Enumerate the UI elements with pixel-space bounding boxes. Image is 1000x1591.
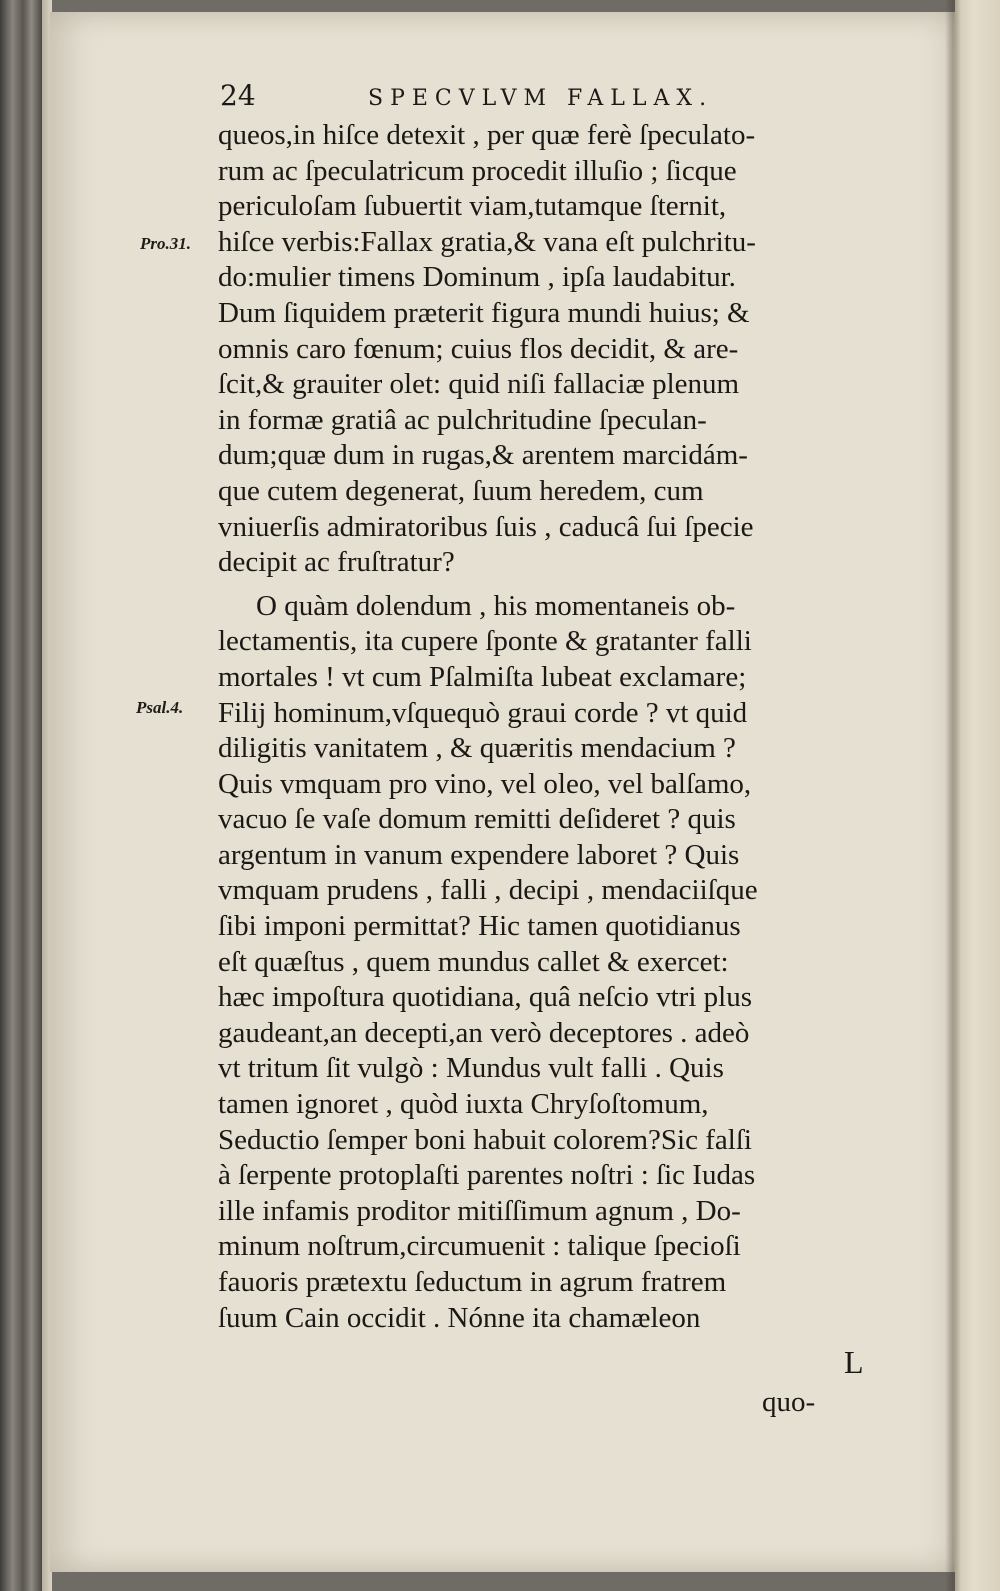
text-line: do:mulier timens Dominum , ipſa laudabitur. bbox=[218, 261, 736, 294]
text-line: ſibi imponi permittat? Hic tamen quotidianus bbox=[218, 910, 741, 943]
text-line: omnis caro fœnum; cuius flos decidit, & are- bbox=[218, 332, 739, 365]
body-text bbox=[218, 118, 868, 1336]
text-line: queos,in hiſce detexit , per quæ ferè ſpeculato- bbox=[218, 119, 756, 151]
text-line: in formæ gratiâ ac pulchritudine ſpeculan- bbox=[218, 403, 707, 436]
text-line: vt tritum ſit vulgò : Mundus vult falli . Quis bbox=[218, 1052, 724, 1085]
text-line: ille infamis proditor mitiſſimum agnum , Do- bbox=[218, 1194, 741, 1227]
text-line: vmquam prudens , falli , decipi , mendaciiſque bbox=[218, 874, 758, 907]
text-line: O quàm dolendum , his momentaneis ob- bbox=[256, 589, 736, 622]
running-title: SPECVLVM FALLAX. bbox=[368, 86, 714, 111]
text-line: à ſerpente protoplaſti parentes noſtri : ſic Iudas bbox=[218, 1159, 756, 1192]
text-line: Quis vmquam pro vino, vel oleo, vel balſamo, bbox=[218, 767, 752, 800]
text-line: dum;quæ dum in rugas,& arentem marcidám- bbox=[218, 439, 748, 472]
text-line: Seductio ſemper boni habuit colorem?Sic falſi bbox=[218, 1123, 752, 1156]
text-line: decipit ac fruſtratur? bbox=[218, 546, 455, 579]
running-head bbox=[220, 78, 780, 118]
marginal-note-proverbs: Pro.31. bbox=[140, 234, 191, 253]
marginal-note-psalm: Psal.4. bbox=[136, 698, 184, 717]
text-line: minum noſtrum,circumuenit : talique ſpecioſi bbox=[218, 1230, 741, 1263]
catchword: quo- bbox=[762, 1386, 816, 1418]
text-line: argentum in vanum expendere laboret ? Quis bbox=[218, 838, 740, 871]
text-line: ſcit,& grauiter olet: quid niſi fallaciæ plenum bbox=[218, 368, 740, 401]
text-line: gaudeant,an decepti,an verò deceptores . adeò bbox=[218, 1016, 750, 1049]
text-line: vacuo ſe vaſe domum remitti deſideret ? quis bbox=[218, 803, 736, 836]
text-line: Filij hominum,vſquequò graui corde ? vt quid bbox=[218, 696, 748, 729]
text-line: eſt quæſtus , quem mundus callet & exercet: bbox=[218, 945, 729, 978]
text-line: rum ac ſpeculatricum procedit illuſio ; ſicque bbox=[218, 154, 737, 187]
text-line: fauoris prætextu ſeductum in agrum fratrem bbox=[218, 1266, 727, 1298]
book-binding bbox=[0, 0, 42, 1591]
text-line: mortales ! vt cum Pſalmiſta lubeat exclamare; bbox=[218, 660, 747, 693]
page-number: 24 bbox=[220, 79, 256, 112]
text-line: Dum ſiquidem præterit figura mundi huius; & bbox=[218, 296, 750, 329]
text-line: hiſce verbis:Fallax gratia,& vana eſt pulchritu- bbox=[218, 225, 756, 258]
text-line: tamen ignoret , quòd iuxta Chryſoſtomum, bbox=[218, 1088, 709, 1121]
text-line: lectamentis, ita cupere ſponte & gratanter falli bbox=[218, 625, 752, 658]
facing-page-edge bbox=[955, 0, 1000, 1591]
signature-mark: L bbox=[844, 1344, 864, 1380]
gutter-shadow bbox=[945, 0, 961, 1591]
text-line: que cutem degenerat, ſuum heredem, cum bbox=[218, 474, 704, 507]
text-line: diligitis vanitatem , & quæritis mendacium ? bbox=[218, 732, 736, 765]
text-line: periculoſam ſubuertit viam,tutamque ſternit, bbox=[218, 190, 727, 223]
text-line: ſuum Cain occidit . Nónne ita chamæleon bbox=[218, 1301, 701, 1334]
text-line: vniuerſis admiratoribus ſuis , caducâ ſui ſpecie bbox=[218, 510, 754, 543]
text-line: hæc impoſtura quotidiana, quâ neſcio vtri plus bbox=[218, 981, 752, 1014]
paragraph-gap bbox=[218, 581, 868, 589]
